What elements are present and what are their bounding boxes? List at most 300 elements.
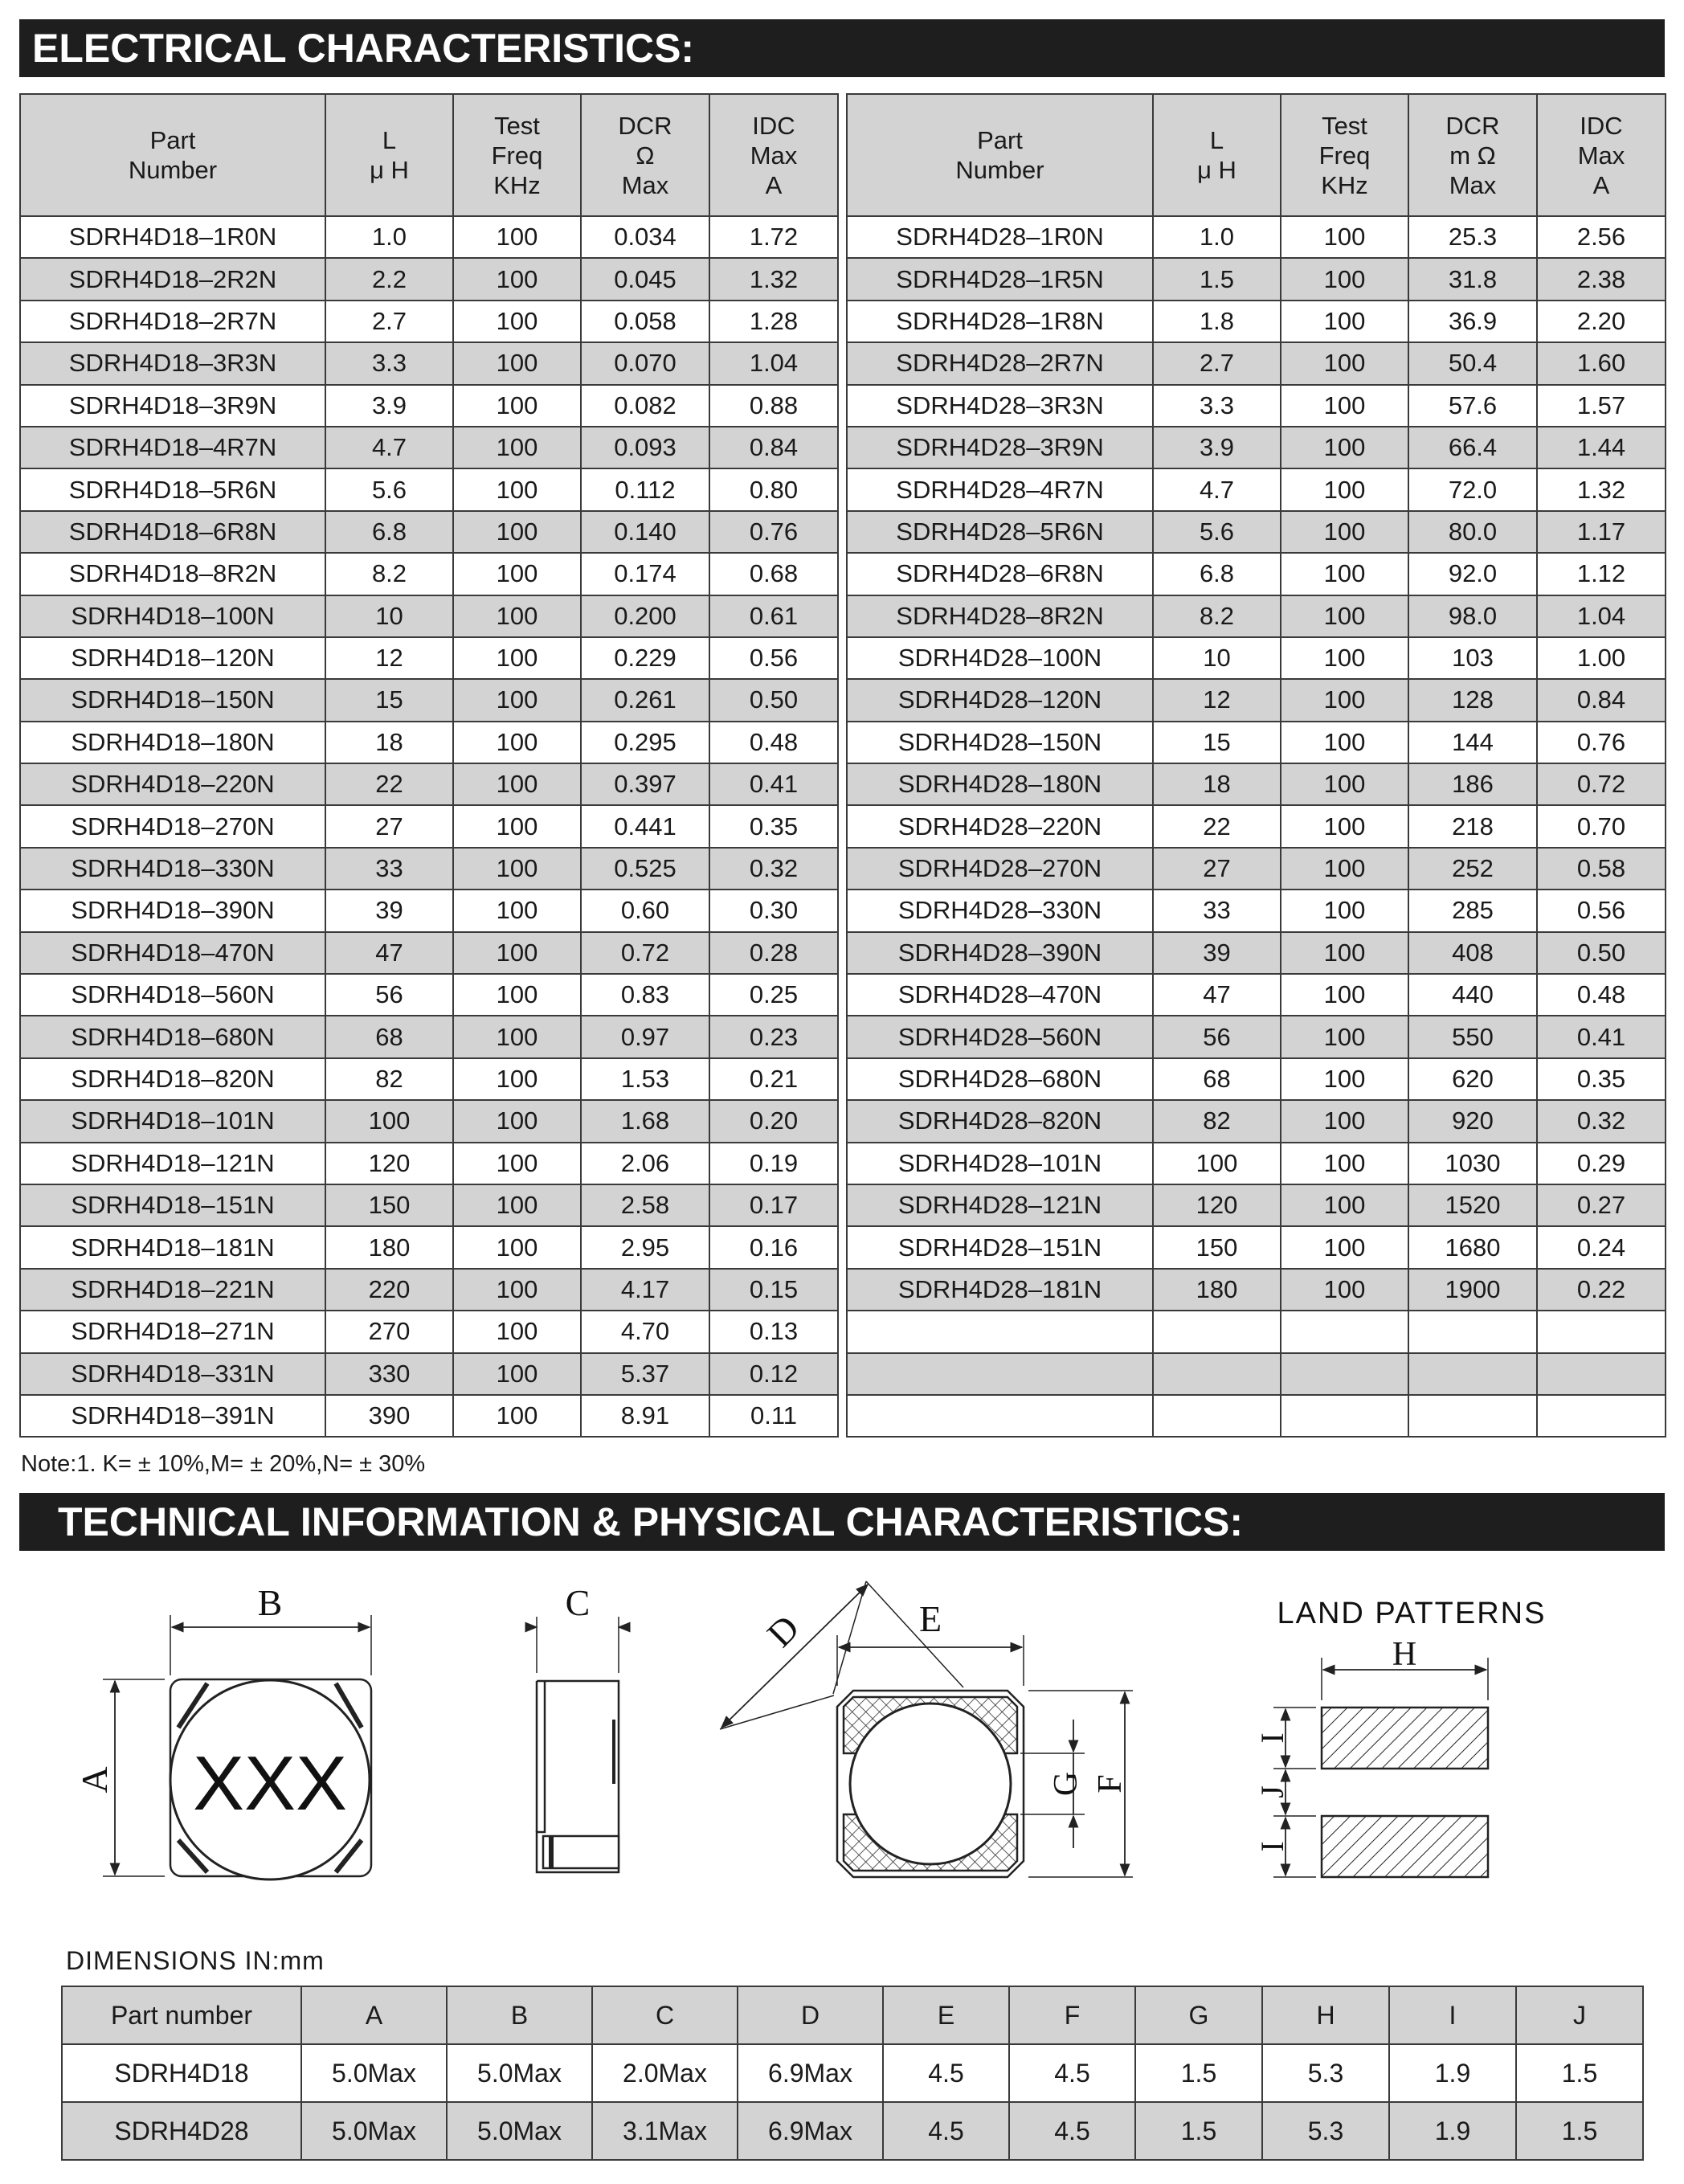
table-cell: 0.441 [581,805,709,847]
table-cell: SDRH4D28–181N [847,1269,1153,1311]
table-cell: 2.2 [325,258,453,300]
table-cell: 82 [325,1058,453,1100]
table-cell: SDRH4D28–680N [847,1058,1153,1100]
table-cell: 100 [453,385,581,427]
table-cell: 0.295 [581,722,709,763]
table-cell: 1.60 [1537,342,1666,384]
table-cell: SDRH4D18–470N [20,932,325,974]
table-cell: 1.44 [1537,427,1666,468]
table-row [20,763,838,805]
table-cell: 100 [453,722,581,763]
table-cell: 27 [325,805,453,847]
column-header: Part number [62,1986,301,2044]
table-cell: 100 [453,890,581,931]
table-cell: 100 [1281,1226,1408,1268]
table-cell: 47 [325,932,453,974]
table-row [847,427,1666,468]
table-cell: 1.57 [1537,385,1666,427]
table-cell: SDRH4D28–3R9N [847,427,1153,468]
table-row [20,342,838,384]
table-cell: 33 [1153,890,1281,931]
table-cell: 100 [453,848,581,890]
table-cell: 100 [1281,427,1408,468]
table-cell: SDRH4D28–1R0N [847,216,1153,258]
table-row [20,805,838,847]
table-cell: SDRH4D18–270N [20,805,325,847]
table-row [847,932,1666,974]
dim-label-d: D [758,1606,807,1655]
table-cell: 0.229 [581,637,709,679]
column-header: IDC Max A [709,94,838,216]
table-cell: 4.5 [1009,2102,1135,2160]
table-row [20,1226,838,1268]
table-row [847,1395,1666,1437]
table-cell: SDRH4D28–270N [847,848,1153,890]
table-cell [1281,1353,1408,1395]
table-row [20,1353,838,1395]
table-cell: 100 [1281,1184,1408,1226]
table-row [20,974,838,1016]
table-cell: 2.7 [1153,342,1281,384]
table-row [20,427,838,468]
table-cell: SDRH4D28–151N [847,1226,1153,1268]
table-cell: 66.4 [1408,427,1537,468]
table-cell [1537,1353,1666,1395]
table-cell: 0.23 [709,1016,838,1057]
table-cell: 0.27 [1537,1184,1666,1226]
table-cell: 1.72 [709,216,838,258]
table-cell: 100 [453,763,581,805]
column-header: D [738,1986,883,2044]
table-cell: 0.045 [581,258,709,300]
table-cell: 0.60 [581,890,709,931]
table-cell: SDRH4D18–271N [20,1311,325,1352]
table-row [20,1184,838,1226]
table-cell: SDRH4D18–331N [20,1353,325,1395]
table-cell [847,1395,1153,1437]
table-cell: 100 [1281,722,1408,763]
table-cell: 0.174 [581,553,709,595]
table-cell: SDRH4D28–1R8N [847,301,1153,342]
dimensions-header-row [62,1986,1643,2044]
table-row [62,2102,1643,2160]
table-row [847,637,1666,679]
table-cell: 0.72 [1537,763,1666,805]
dimension-drawings [0,1551,1684,1928]
table-cell: 80.0 [1408,511,1537,553]
table-cell: 10 [1153,637,1281,679]
table-cell: SDRH4D18–680N [20,1016,325,1057]
table-cell: 3.3 [1153,385,1281,427]
column-header: A [301,1986,447,2044]
table-cell: 1.5 [1135,2044,1262,2102]
table-cell: 0.12 [709,1353,838,1395]
table-cell: 0.41 [1537,1016,1666,1057]
table-cell: 2.20 [1537,301,1666,342]
column-header: IDC Max A [1537,94,1666,216]
table-cell: 5.3 [1262,2102,1389,2160]
table-cell: 100 [453,342,581,384]
table-cell: 0.093 [581,427,709,468]
table-cell [1408,1311,1537,1352]
table-cell: 0.29 [1537,1143,1666,1184]
table-cell: 100 [453,637,581,679]
table-cell: 8.91 [581,1395,709,1437]
table-cell: 1.9 [1389,2102,1516,2160]
marking-text: XXX [192,1740,348,1826]
table-cell: 0.15 [709,1269,838,1311]
table-cell: 8.2 [1153,595,1281,637]
table-cell: 5.0Max [301,2044,447,2102]
table-cell: 0.68 [709,553,838,595]
table-cell: 1.5 [1135,2102,1262,2160]
table-row [847,848,1666,890]
table-cell [1408,1395,1537,1437]
table-cell: 100 [1281,637,1408,679]
table-cell: SDRH4D28 [62,2102,301,2160]
table-cell: 36.9 [1408,301,1537,342]
table-cell: 25.3 [1408,216,1537,258]
column-header: DCR Ω Max [581,94,709,216]
table-cell [1537,1395,1666,1437]
table-cell: 68 [1153,1058,1281,1100]
table-cell: 1.5 [1153,258,1281,300]
table-row [20,1269,838,1311]
electrical-table-sdrh4d28 [846,93,1666,1438]
table-cell: 6.9Max [738,2044,883,2102]
table-row [847,595,1666,637]
table-cell: 6.8 [1153,553,1281,595]
table-cell: SDRH4D28–560N [847,1016,1153,1057]
table-cell: 100 [453,1395,581,1437]
table-cell: 100 [1281,848,1408,890]
table-cell [1537,1311,1666,1352]
table-cell: 100 [453,258,581,300]
table-cell: 120 [1153,1184,1281,1226]
table-cell: 330 [325,1353,453,1395]
table-cell: 68 [325,1016,453,1057]
column-header: C [592,1986,738,2044]
table-cell: 12 [1153,679,1281,721]
table-cell: 0.112 [581,468,709,510]
table-row [847,679,1666,721]
table-cell: 100 [1281,1016,1408,1057]
table-cell: 0.72 [581,932,709,974]
table-cell: SDRH4D18–101N [20,1100,325,1142]
table-cell: 100 [453,1226,581,1268]
table-cell: 0.034 [581,216,709,258]
table-row [20,301,838,342]
table-cell: 100 [1281,1269,1408,1311]
dim-label-b: B [257,1582,283,1623]
table-cell: 4.7 [325,427,453,468]
table-cell: 100 [1281,301,1408,342]
table-cell: 550 [1408,1016,1537,1057]
table-row [847,1100,1666,1142]
table-row [20,1100,838,1142]
table-cell: 18 [325,722,453,763]
table-cell: 0.83 [581,974,709,1016]
table-row [847,553,1666,595]
table-cell: 100 [453,679,581,721]
column-header: L μ H [1153,94,1281,216]
table-cell: 1520 [1408,1184,1537,1226]
table-cell: 82 [1153,1100,1281,1142]
table-cell: 0.25 [709,974,838,1016]
table-cell: SDRH4D18–560N [20,974,325,1016]
table-row [20,932,838,974]
table-cell: SDRH4D18–5R6N [20,468,325,510]
column-header: J [1516,1986,1643,2044]
table-cell: 408 [1408,932,1537,974]
table-cell: 100 [453,511,581,553]
table-cell: 5.6 [325,468,453,510]
table-row [20,722,838,763]
table-row [847,805,1666,847]
table-cell: SDRH4D18–4R7N [20,427,325,468]
table-cell: 100 [1281,595,1408,637]
table-cell: 128 [1408,679,1537,721]
table-cell: 0.50 [709,679,838,721]
table-cell: 12 [325,637,453,679]
table-cell: 1.53 [581,1058,709,1100]
table-row [847,216,1666,258]
section-title-electrical: ELECTRICAL CHARACTERISTICS: [19,19,1665,77]
column-header: Part Number [847,94,1153,216]
table-cell: 2.06 [581,1143,709,1184]
table-cell [1281,1395,1408,1437]
table-cell: 144 [1408,722,1537,763]
table-cell: 2.0Max [592,2044,738,2102]
table-cell: 0.058 [581,301,709,342]
table-row [847,385,1666,427]
table-cell: 4.5 [883,2044,1009,2102]
table-cell: 0.261 [581,679,709,721]
electrical-table-sdrh4d18 [19,93,839,1438]
table-row [20,848,838,890]
column-header: L μ H [325,94,453,216]
table-header-row [847,94,1666,216]
table-cell: 0.30 [709,890,838,931]
column-header: Test Freq KHz [1281,94,1408,216]
table-cell: 390 [325,1395,453,1437]
table-row [20,1311,838,1352]
table-cell: 100 [453,1058,581,1100]
table-cell: 0.32 [709,848,838,890]
table-cell: 100 [453,1143,581,1184]
table-header-row [20,94,838,216]
table-cell: 100 [1281,763,1408,805]
table-cell [1153,1395,1281,1437]
table-cell: 218 [1408,805,1537,847]
table-cell: 100 [453,1269,581,1311]
dim-label-c: C [565,1582,591,1623]
table-cell: SDRH4D18–3R9N [20,385,325,427]
table-cell: 0.56 [1537,890,1666,931]
table-cell: 100 [453,1311,581,1352]
table-cell: 0.200 [581,595,709,637]
table-row [847,1143,1666,1184]
column-header: Part Number [20,94,325,216]
table-cell: 5.0Max [301,2102,447,2160]
table-cell: 5.0Max [447,2044,592,2102]
table-cell: 6.8 [325,511,453,553]
table-cell: SDRH4D28–100N [847,637,1153,679]
table-cell: 3.9 [1153,427,1281,468]
table-cell: 100 [1281,974,1408,1016]
table-cell: 100 [453,1016,581,1057]
table-cell: SDRH4D18–8R2N [20,553,325,595]
column-header: DCR m Ω Max [1408,94,1537,216]
table-cell: SDRH4D18–1R0N [20,216,325,258]
dim-label-i-top: I [1254,1732,1290,1744]
table-row [20,216,838,258]
table-cell: 4.5 [883,2102,1009,2160]
tolerance-note: Note:1. K= ± 10%,M= ± 20%,N= ± 30% [21,1451,426,1477]
column-header: E [883,1986,1009,2044]
table-cell: SDRH4D28–150N [847,722,1153,763]
table-cell: 56 [325,974,453,1016]
table-cell: SDRH4D28–820N [847,1100,1153,1142]
table-cell: 100 [1281,216,1408,258]
table-row [20,468,838,510]
table-row [20,1395,838,1437]
table-cell: 22 [325,763,453,805]
table-cell: 100 [1281,553,1408,595]
table-cell: 1.5 [1516,2044,1643,2102]
table-row [847,763,1666,805]
table-row [20,1058,838,1100]
table-cell: 150 [1153,1226,1281,1268]
table-cell: 56 [1153,1016,1281,1057]
dim-label-i-bottom: I [1254,1841,1290,1852]
table-cell: 186 [1408,763,1537,805]
table-cell: 100 [1281,805,1408,847]
table-row [847,1311,1666,1352]
table-cell: 0.56 [709,637,838,679]
table-row [847,974,1666,1016]
table-cell: 0.48 [709,722,838,763]
table-cell: 0.84 [1537,679,1666,721]
table-cell: 0.21 [709,1058,838,1100]
table-row [847,1016,1666,1057]
table-cell: SDRH4D28–180N [847,763,1153,805]
table-cell: 0.22 [1537,1269,1666,1311]
table-cell: SDRH4D18–121N [20,1143,325,1184]
table-cell: 100 [325,1100,453,1142]
table-cell: SDRH4D18–2R7N [20,301,325,342]
table-cell: 0.28 [709,932,838,974]
table-row [20,595,838,637]
table-row [847,301,1666,342]
table-cell: SDRH4D18–3R3N [20,342,325,384]
table-cell: 150 [325,1184,453,1226]
table-cell: 0.50 [1537,932,1666,974]
table-row [20,1143,838,1184]
table-cell: 0.16 [709,1226,838,1268]
table-cell: 1.5 [1516,2102,1643,2160]
table-cell: 100 [453,553,581,595]
table-row [20,637,838,679]
table-cell: 31.8 [1408,258,1537,300]
section-title-technical: TECHNICAL INFORMATION & PHYSICAL CHARACTERISTICS: [19,1493,1665,1551]
table-cell: 180 [325,1226,453,1268]
table-cell: 180 [1153,1269,1281,1311]
table-cell: 0.24 [1537,1226,1666,1268]
table-cell: SDRH4D18–391N [20,1395,325,1437]
table-cell: SDRH4D28–4R7N [847,468,1153,510]
table-cell: 100 [1281,1100,1408,1142]
table-cell: 3.9 [325,385,453,427]
table-cell: 33 [325,848,453,890]
table-cell: 100 [1281,342,1408,384]
table-row [20,890,838,931]
table-cell: 220 [325,1269,453,1311]
table-row [847,258,1666,300]
table-cell: 5.0Max [447,2102,592,2160]
table-row [20,385,838,427]
table-cell: 0.13 [709,1311,838,1352]
table-row [20,258,838,300]
table-cell: 1900 [1408,1269,1537,1311]
table-cell: 270 [325,1311,453,1352]
table-cell: 0.397 [581,763,709,805]
table-cell: 440 [1408,974,1537,1016]
table-cell: 100 [453,932,581,974]
table-cell: 0.48 [1537,974,1666,1016]
table-cell: 100 [453,805,581,847]
table-row [20,1016,838,1057]
table-row [847,342,1666,384]
table-cell: SDRH4D28–220N [847,805,1153,847]
table-cell: 1.32 [709,258,838,300]
table-row [847,722,1666,763]
table-cell: 0.88 [709,385,838,427]
table-cell: 1.9 [1389,2044,1516,2102]
table-cell: 100 [1281,258,1408,300]
table-cell: 1.04 [709,342,838,384]
table-cell: 0.80 [709,468,838,510]
table-cell: 252 [1408,848,1537,890]
table-cell: 1.8 [1153,301,1281,342]
table-cell: SDRH4D28–330N [847,890,1153,931]
table-cell: 1.68 [581,1100,709,1142]
table-cell: 15 [1153,722,1281,763]
table-cell: 5.37 [581,1353,709,1395]
dimensions-table [61,1986,1644,2161]
table-row [847,1269,1666,1311]
table-cell: 0.32 [1537,1100,1666,1142]
table-cell: 1680 [1408,1226,1537,1268]
table-cell: 100 [1281,679,1408,721]
table-cell: SDRH4D28–2R7N [847,342,1153,384]
land-pattern-drawing [1273,1658,1488,1877]
table-cell: 3.1Max [592,2102,738,2160]
table-cell: 100 [453,595,581,637]
table-row [62,2044,1643,2102]
table-cell: 4.7 [1153,468,1281,510]
table-cell [847,1353,1153,1395]
table-cell: 100 [453,468,581,510]
table-cell: SDRH4D28–6R8N [847,553,1153,595]
table-cell: 120 [325,1143,453,1184]
table-cell: 0.76 [709,511,838,553]
table-cell: SDRH4D28–120N [847,679,1153,721]
table-cell: SDRH4D18–151N [20,1184,325,1226]
table-row [20,511,838,553]
land-patterns-title: LAND PATTERNS [1277,1597,1547,1630]
table-cell: 18 [1153,763,1281,805]
